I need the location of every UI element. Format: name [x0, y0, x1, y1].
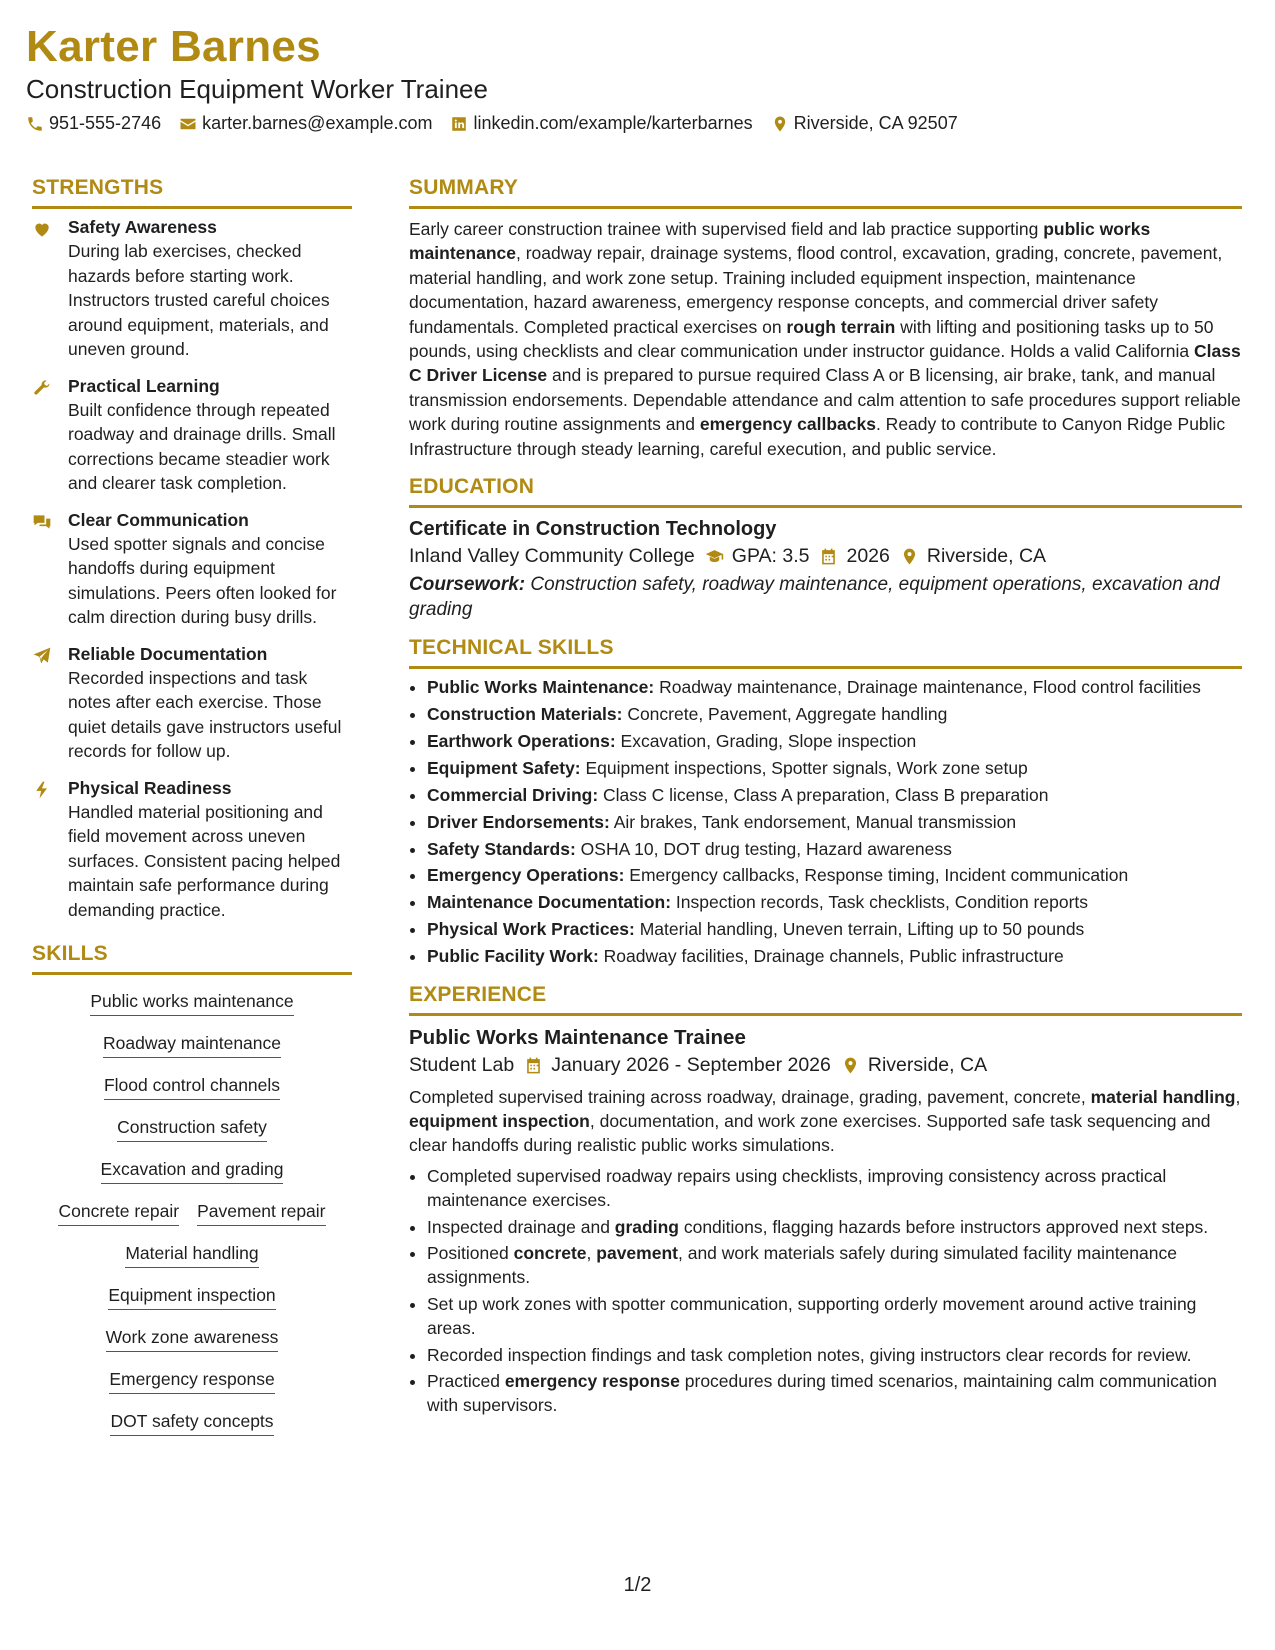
skills-heading: SKILLS — [32, 942, 352, 975]
technical-skill-item — [427, 702, 1242, 726]
candidate-role: Construction Equipment Worker Trainee — [26, 74, 488, 104]
technical-skill-value: Equipment inspections, Spotter signals, Work zone setup — [580, 757, 1028, 778]
strength-item — [32, 642, 352, 764]
strength-item — [32, 776, 352, 923]
candidate-name: Karter Barnes — [26, 22, 321, 71]
bold-text: equipment inspection — [409, 1110, 590, 1131]
technical-skill-label: Maintenance Documentation: — [427, 892, 672, 913]
skill-tag: Construction safety — [117, 1117, 267, 1142]
lightning-bolt-icon — [32, 780, 52, 800]
technical-skill-label: Earthwork Operations: — [427, 730, 616, 751]
phone-text: 951-555-2746 — [49, 113, 162, 133]
strengths-heading: STRENGTHS — [32, 176, 352, 209]
edu-location-text: Riverside, CA — [926, 545, 1047, 568]
job-bullet — [427, 1164, 1242, 1213]
skill-tag: Work zone awareness — [106, 1327, 279, 1352]
text-run: Practiced — [427, 1371, 505, 1391]
strength-title: Physical Readiness — [68, 777, 232, 798]
technical-skill-value: Emergency callbacks, Response timing, Incident communication — [624, 865, 1129, 886]
text-run: Completed supervised training across roadway, drainage, grading, pavement, concrete, — [409, 1086, 1091, 1107]
job-dates: January 2026 - September 2026 — [551, 1053, 831, 1076]
technical-skill-value: Concrete, Pavement, Aggregate handling — [622, 703, 948, 724]
technical-skill-value: Class C license, Class A preparation, Class B preparation — [598, 784, 1049, 805]
job-bullets — [409, 1164, 1242, 1418]
text-run: , and work materials safely during simulated facility maintenance assignments. — [427, 1242, 1177, 1288]
bold-text: concrete — [513, 1242, 587, 1263]
technical-skill-value: Roadway facilities, Drainage channels, Public infrastructure — [598, 946, 1064, 967]
location-text: Riverside, CA 92507 — [793, 113, 958, 133]
chat-bubbles-icon — [32, 512, 52, 532]
wrench-icon — [32, 378, 52, 398]
strength-desc: During lab exercises, checked hazards before starting work. Instructors trusted careful choices around equipment, materials, and uneven ground. — [68, 241, 330, 359]
technical-skill-item — [427, 756, 1242, 780]
contact-bar — [26, 113, 958, 134]
calendar-icon — [819, 547, 838, 566]
technical-skill-item — [427, 810, 1242, 834]
strength-item — [32, 508, 352, 630]
text-run: Positioned — [427, 1242, 514, 1263]
job-org: Student Lab — [409, 1053, 515, 1076]
bold-text: emergency response — [504, 1371, 680, 1391]
bold-text: emergency callbacks — [699, 414, 876, 435]
skill-tag: Equipment inspection — [108, 1285, 275, 1310]
map-pin-icon — [841, 1056, 860, 1075]
gpa-text: GPA: 3.5 — [731, 545, 810, 568]
technical-skill-label: Safety Standards: — [427, 838, 576, 859]
skill-tag: Emergency response — [109, 1369, 274, 1394]
job-intro — [409, 1085, 1242, 1158]
coursework-label: Coursework: — [409, 574, 526, 596]
technical-skill-value: Excavation, Grading, Slope inspection — [615, 730, 917, 751]
text-run: , — [586, 1242, 597, 1263]
summary-heading: SUMMARY — [409, 176, 1242, 209]
skill-tag: Flood control channels — [104, 1075, 280, 1100]
technical-skill-value: Roadway maintenance, Drainage maintenance, Flood control facilities — [654, 677, 1201, 698]
technical-skill-value: OSHA 10, DOT drug testing, Hazard awareness — [575, 838, 952, 859]
summary-text — [409, 217, 1242, 461]
technical-skill-item — [427, 863, 1242, 887]
coursework-text: Construction safety, roadway maintenance, equipment operations, excavation and grading — [409, 574, 1220, 621]
technical-skills-heading: TECHNICAL SKILLS — [409, 636, 1242, 669]
contact-linkedin[interactable] — [450, 113, 752, 134]
job-title: Public Works Maintenance Trainee — [409, 1025, 746, 1049]
strength-title: Safety Awareness — [68, 217, 217, 237]
calendar-icon — [524, 1056, 543, 1075]
job-meta — [409, 1054, 1242, 1077]
contact-phone — [26, 113, 161, 134]
summary-section — [409, 176, 1242, 461]
experience-heading: EXPERIENCE — [409, 983, 1242, 1016]
gpa-item — [705, 545, 810, 568]
strength-desc: Used spotter signals and concise handoffs during equipment simulations. Peers often looked for calm direction during busy drills. — [68, 533, 337, 627]
technical-skill-label: Public Facility Work: — [427, 946, 599, 967]
bold-text: public works maintenance — [409, 219, 1151, 264]
edu-location-item — [900, 545, 1046, 568]
text-run: Recorded inspection findings and task completion notes, giving instructors clear records for review. — [427, 1344, 1192, 1365]
strength-item — [32, 215, 352, 362]
text-run: conditions, flagging hazards before instructors approved next steps. — [678, 1216, 1209, 1237]
contact-location — [771, 113, 958, 134]
skill-tag: Excavation and grading — [101, 1159, 284, 1184]
text-run: Completed supervised roadway repairs using checklists, improving consistency across practical maintenance exercises. — [427, 1165, 1167, 1211]
technical-skill-label: Driver Endorsements: — [427, 811, 610, 832]
technical-skill-label: Emergency Operations: — [427, 865, 625, 886]
technical-skill-value: Air brakes, Tank endorsement, Manual transmission — [609, 811, 1017, 832]
paper-plane-icon — [32, 646, 52, 666]
job-location-item — [841, 1054, 987, 1077]
year-text: 2026 — [846, 545, 890, 568]
heart-icon — [32, 219, 52, 239]
right-column — [409, 176, 1242, 1432]
text-run: Early career construction trainee with supervised field and lab practice supporting — [409, 219, 1044, 239]
skill-tag: Material handling — [125, 1243, 258, 1268]
text-run: Inspected drainage and — [427, 1216, 615, 1237]
email-text[interactable]: karter.barnes@example.com — [202, 113, 433, 133]
strength-desc: Built confidence through repeated roadway and drainage drills. Small corrections became steadier work and clearer task completion. — [68, 399, 336, 493]
degree-title: Certificate in Construction Technology — [409, 518, 777, 541]
technical-skill-label: Equipment Safety: — [427, 757, 581, 778]
map-pin-icon — [771, 115, 789, 133]
strength-title: Clear Communication — [68, 509, 249, 530]
text-run: procedures during timed scenarios, maintaining calm communication with supervisors. — [427, 1371, 1217, 1416]
technical-skill-item — [427, 783, 1242, 807]
technical-skill-item — [427, 944, 1242, 968]
technical-skill-item — [427, 675, 1242, 699]
skill-tag: Concrete repair — [58, 1201, 179, 1226]
text-run: with lifting and positioning tasks up to 50 pounds, using checklists and clear communication under instructor guidance. Holds a valid California — [409, 316, 1214, 362]
bold-text: material handling — [1090, 1086, 1236, 1107]
job-bullet — [427, 1343, 1242, 1367]
job-bullet — [427, 1215, 1242, 1239]
skill-tag: Roadway maintenance — [103, 1033, 281, 1058]
job-bullet — [427, 1369, 1242, 1418]
technical-skill-label: Construction Materials: — [427, 703, 623, 724]
bold-text: grading — [614, 1216, 679, 1237]
skill-tag: DOT safety concepts — [110, 1411, 273, 1436]
technical-skill-item — [427, 837, 1242, 861]
technical-skills-list — [409, 675, 1242, 968]
job-bullet — [427, 1292, 1242, 1341]
technical-skill-value: Inspection records, Task checklists, Condition reports — [671, 892, 1089, 913]
strength-desc: Handled material positioning and field movement across uneven surfaces. Consistent pacing helped maintain safe performance during demanding practice. — [68, 801, 341, 920]
skill-tag: Pavement repair — [197, 1201, 325, 1226]
text-run: and is prepared to pursue required Class A or B licensing, air brake, tank, and manual transmission endorsements. Dependable attendance and calm attention to safe procedures support reliable work during routine assignments and — [409, 365, 1241, 435]
linkedin-text[interactable]: linkedin.com/example/karterbarnes — [473, 113, 753, 133]
technical-skill-item — [427, 890, 1242, 914]
text-run: , — [1235, 1086, 1241, 1107]
school-name: Inland Valley Community College — [409, 545, 695, 568]
graduation-cap-icon — [705, 547, 724, 566]
bold-text: rough terrain — [786, 316, 896, 337]
linkedin-icon — [450, 115, 468, 133]
technical-skill-value: Material handling, Uneven terrain, Lifting up to 50 pounds — [634, 919, 1085, 940]
skill-tag: Public works maintenance — [90, 991, 293, 1016]
text-run: , roadway repair, drainage systems, flood control, excavation, grading, concrete, pavement, material handling, and work zone setup. Training included equipment inspection, maintenance documentation, hazard awareness, emergency response concepts, and commercial driver safety fundamentals. Completed practical exercises on — [409, 243, 1223, 337]
left-column — [32, 176, 352, 1453]
technical-skill-label: Physical Work Practices: — [427, 919, 635, 940]
strength-item — [32, 374, 352, 496]
job-location: Riverside, CA — [867, 1053, 988, 1076]
education-meta — [409, 545, 1242, 568]
education-section — [409, 475, 1242, 622]
strength-title: Reliable Documentation — [68, 643, 268, 664]
skills-list — [32, 981, 352, 1453]
technical-skill-label: Commercial Driving: — [427, 784, 599, 805]
page-number: 1/2 — [623, 1574, 652, 1596]
technical-skill-label: Public Works Maintenance: — [427, 677, 655, 698]
technical-skill-item — [427, 729, 1242, 753]
year-item — [819, 545, 889, 568]
experience-section — [409, 983, 1242, 1418]
text-run: . Ready to contribute to Canyon Ridge Public Infrastructure through steady learning, careful execution, and public service. — [409, 414, 1226, 459]
contact-email[interactable] — [179, 113, 432, 134]
job-dates-item — [524, 1054, 831, 1077]
strength-desc: Recorded inspections and task notes after each exercise. Those quiet details gave instructors useful records for follow up. — [68, 667, 342, 761]
text-run: Set up work zones with spotter communication, supporting orderly movement around active training areas. — [427, 1293, 1197, 1339]
strength-title: Practical Learning — [68, 375, 220, 396]
envelope-icon — [179, 115, 197, 133]
technical-skills-section — [409, 636, 1242, 968]
bold-text: Class C Driver License — [409, 341, 1241, 386]
job-bullet — [427, 1241, 1242, 1290]
coursework — [409, 572, 1242, 622]
bold-text: pavement — [596, 1242, 678, 1263]
education-heading: EDUCATION — [409, 475, 1242, 508]
map-pin-icon — [900, 547, 919, 566]
phone-icon — [26, 115, 44, 133]
technical-skill-item — [427, 917, 1242, 941]
text-run: , documentation, and work zone exercises. Supported safe task sequencing and clear handoffs during realistic public works simulations. — [409, 1110, 1211, 1156]
